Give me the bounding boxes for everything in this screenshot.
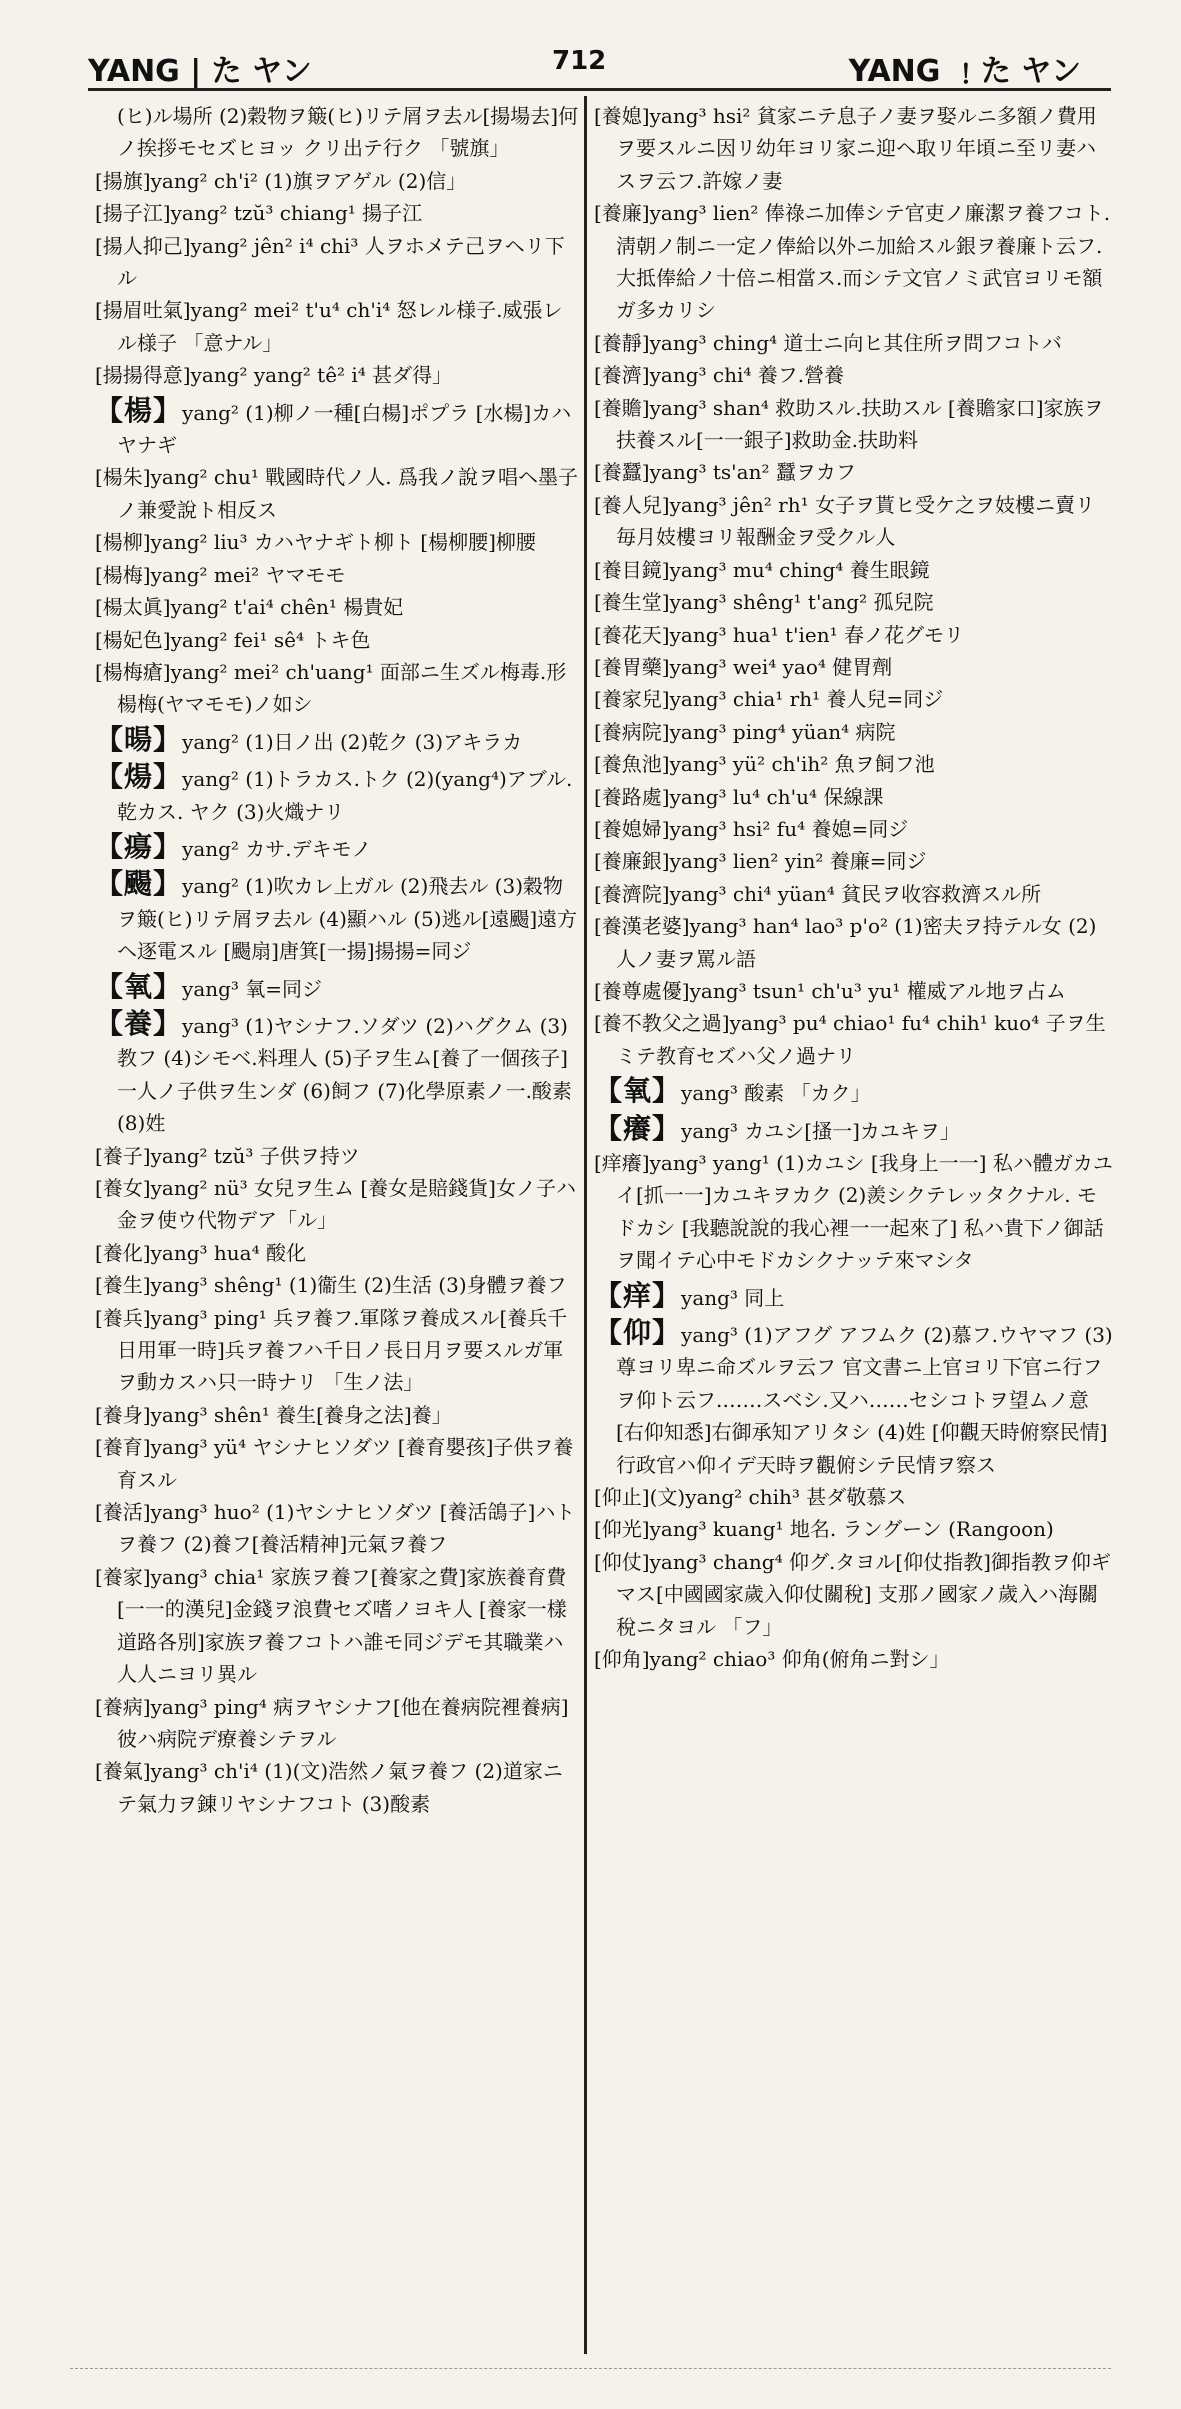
- page-header: [70, 38, 1121, 88]
- dictionary-entry: [594, 197, 1114, 327]
- left-column: [95, 100, 581, 1820]
- entry-text: [楊梅瘡]yang² mei² ch'uang¹ 面部ニ生ズル梅毒.形楊梅(ヤマモモ)ノ如シ: [95, 659, 567, 717]
- entry-text: [養花天]yang³ hua¹ t'ien¹ 春ノ花グモリ: [594, 622, 964, 647]
- entry-text: [揚子江]yang² tzŭ³ chiang¹ 揚子江: [95, 201, 423, 226]
- dictionary-entry: [95, 1269, 581, 1301]
- entry-headword: 【颺】: [95, 867, 183, 901]
- entry-text: [養媳婦]yang³ hsi² fu⁴ 養媳=同ジ: [594, 816, 909, 841]
- dictionary-entry: [95, 559, 581, 591]
- entry-text: [養不教父之過]yang³ pu⁴ chiao¹ fu⁴ chih¹ kuo⁴ 子ヲ生ミテ教育セズハ父ノ過ナリ: [594, 1011, 1106, 1068]
- dictionary-entry: [95, 868, 581, 967]
- entry-headword: 【仰】: [594, 1316, 682, 1350]
- entry-text: yang² (1)日ノ出 (2)乾ク (3)アキラカ: [182, 729, 523, 754]
- dictionary-entry: [594, 456, 1114, 488]
- dictionary-entry: [594, 683, 1114, 715]
- entry-text: [揚旗]yang² ch'i² (1)旗ヲアゲル (2)信」: [95, 168, 467, 193]
- entry-text: [養廉銀]yang³ lien² yin² 養廉=同ジ: [594, 849, 927, 874]
- dictionary-entry: [95, 165, 581, 197]
- entry-text: yang³ (1)ヤシナフ.ソダツ (2)ハグクム (3)教フ (4)シモベ.料理人 (5)子ヲ生ム[養了一個孩子]一人ノ子供ヲ生ンダ (6)飼フ (7)化學原素ノ一.酸素 (8)姓: [117, 1013, 572, 1136]
- dictionary-entry: [594, 716, 1114, 748]
- entry-text: (ヒ)ル場所 (2)穀物ヲ簸(ヒ)リテ屑ヲ去ル[揚場去]何ノ挨拶モセズヒヨッ クリ出テ行ク 「號旗」: [117, 104, 579, 161]
- entry-text: [楊太眞]yang² t'ai⁴ chên¹ 楊貴妃: [95, 595, 404, 620]
- dictionary-entry: [594, 878, 1114, 910]
- entry-text: [仰光]yang³ kuang¹ 地名. ラングーン (Rangoon): [594, 1517, 1054, 1542]
- entry-headword: 【養】: [95, 1006, 183, 1040]
- dictionary-entry: [594, 1481, 1114, 1513]
- entry-text: [養濟]yang³ chi⁴ 養フ.營養: [594, 363, 845, 388]
- header-rule: [88, 88, 1111, 91]
- entry-text: [養生堂]yang³ shêng¹ t'ang² 孤兒院: [594, 590, 934, 615]
- entry-headword: 【暘】: [95, 722, 183, 756]
- dictionary-entry: [95, 1140, 581, 1172]
- entry-headword: 【煬】: [95, 760, 183, 794]
- dictionary-entry: [594, 1546, 1114, 1643]
- dictionary-entry: [95, 526, 581, 558]
- dictionary-entry: [594, 845, 1114, 877]
- dictionary-entry: [594, 781, 1114, 813]
- dictionary-entry: [594, 1280, 1114, 1314]
- entry-text: [養漢老婆]yang³ han⁴ lao³ p'o² (1)密夫ヲ持テル女 (2)人ノ妻ヲ罵ル語: [594, 914, 1097, 971]
- dictionary-entry: [594, 554, 1114, 586]
- dictionary-entry: [95, 395, 581, 462]
- entry-text: yang³ 酸素 「カク」: [681, 1081, 871, 1106]
- entry-headword: 【痒】: [594, 1278, 682, 1312]
- entry-text: [養氣]yang³ ch'i⁴ (1)(文)浩然ノ氣ヲ養フ (2)道家ニテ氣力ヲ錬リヤシナフコト (3)酸素: [95, 1759, 563, 1816]
- entry-text: [養女]yang² nü³ 女兒ヲ生ム [養女是賠錢貨]女ノ子ハ金ヲ使ウ代物デア「ル」: [95, 1176, 576, 1233]
- dictionary-entry: [594, 813, 1114, 845]
- entry-text: [養廉]yang³ lien² 俸祿ニ加俸シテ官吏ノ廉潔ヲ養フコト. 淸朝ノ制ニ一定ノ俸給以外ニ加給スル銀ヲ養廉ト云フ.大抵俸給ノ十倍ニ相當ス.而シテ文官ノミ武官ヨリモ額ガ多カリシ: [594, 201, 1111, 323]
- entry-text: yang² カサ.デキモノ: [182, 836, 372, 861]
- entry-text: [養病]yang³ ping⁴ 病ヲヤシナフ[他在養病院裡養病]彼ハ病院デ療養シテヲル: [95, 1694, 569, 1751]
- dictionary-entry: [594, 1317, 1114, 1481]
- dictionary-entry: [95, 100, 581, 165]
- entry-text: [養蠶]yang³ ts'an² 蠶ヲカフ: [594, 460, 856, 485]
- dictionary-entry: [594, 748, 1114, 780]
- dictionary-entry: [95, 1561, 581, 1691]
- entry-text: [仰止](文)yang² chih³ 甚ダ敬慕ス: [594, 1485, 907, 1510]
- dictionary-entry: [95, 971, 581, 1005]
- dictionary-entry: [95, 1691, 581, 1756]
- dictionary-entry: [95, 656, 581, 721]
- entry-headword: 【癢】: [594, 1111, 682, 1145]
- entry-text: [楊朱]yang² chu¹ 戰國時代ノ人. 爲我ノ說ヲ唱ヘ墨子ノ兼愛說ト相反ス: [95, 465, 578, 522]
- dictionary-entry: [95, 591, 581, 623]
- entry-text: [養濟院]yang³ chi⁴ yüan⁴ 貧民ヲ收容救濟スル所: [594, 881, 1042, 906]
- dictionary-entry: [594, 1007, 1114, 1072]
- dictionary-entry: [594, 619, 1114, 651]
- dictionary-entry: [95, 197, 581, 229]
- dictionary-entry: [594, 651, 1114, 683]
- dictionary-entry: [95, 831, 581, 865]
- entry-text: [養育]yang³ yü⁴ ヤシナヒソダツ [養育嬰孩]子供ヲ養育スル: [95, 1435, 574, 1492]
- dictionary-entry: [594, 489, 1114, 554]
- dictionary-entry: [594, 359, 1114, 391]
- dictionary-entry: [594, 1643, 1114, 1675]
- page-footer-rule: [70, 2368, 1111, 2369]
- dictionary-entry: [95, 1172, 581, 1237]
- entry-text: [揚人抑己]yang² jên² i⁴ chi³ 人ヲホメテ己ヲヘリ下ル: [95, 233, 565, 291]
- dictionary-entry: [95, 1237, 581, 1269]
- page-number: 712: [552, 46, 607, 76]
- entry-text: [養魚池]yang³ yü² ch'ih² 魚ヲ飼フ池: [594, 752, 935, 777]
- dictionary-entry: [95, 624, 581, 656]
- dictionary-entry: [594, 586, 1114, 618]
- dictionary-entry: [594, 392, 1114, 457]
- entry-text: [養靜]yang³ ching⁴ 道士ニ向ヒ其住所ヲ問フコトバ: [594, 330, 1063, 355]
- entry-text: [養媳]yang³ hsi² 貧家ニテ息子ノ妻ヲ娶ルニ多額ノ費用ヲ要スルニ因リ幼年ヨリ家ニ迎ヘ取リ年頃ニ至リ妻ハスヲ云フ.許嫁ノ妻: [594, 104, 1097, 193]
- entry-text: [養病院]yang³ ping⁴ yüan⁴ 病院: [594, 719, 896, 744]
- dictionary-entry: [95, 1431, 581, 1496]
- dictionary-entry: [594, 100, 1114, 197]
- entry-text: [揚眉吐氣]yang² mei² t'u⁴ ch'i⁴ 怒レル様子.威張レル様子 「意ナル」: [95, 298, 563, 355]
- dictionary-entry: [95, 1399, 581, 1431]
- dictionary-entry: [594, 1147, 1114, 1277]
- dictionary-entry: [95, 230, 581, 295]
- entry-text: yang² (1)柳ノ一種[白楊]ポプラ [水楊]カハヤナギ: [117, 400, 572, 458]
- dictionary-entry: [95, 761, 581, 828]
- dictionary-entry: [594, 327, 1114, 359]
- entry-text: [養目鏡]yang³ mu⁴ ching⁴ 養生眼鏡: [594, 557, 930, 582]
- entry-text: [養兵]yang³ ping¹ 兵ヲ養フ.軍隊ヲ養成スル[養兵千日用軍一時]兵ヲ養フハ千日ノ長日月ヲ要スルガ軍ヲ動カスハ只一時ナリ 「生ノ法」: [95, 1305, 568, 1395]
- dictionary-entry: [594, 975, 1114, 1007]
- dictionary-entry: [594, 1513, 1114, 1545]
- entry-text: yang³ 氧=同ジ: [182, 976, 323, 1001]
- entry-text: [養生]yang³ shêng¹ (1)衞生 (2)生活 (3)身體ヲ養フ: [95, 1273, 567, 1298]
- dictionary-entry: [95, 1755, 581, 1820]
- header-left-guide-word: YANG | た ヤン: [88, 54, 312, 89]
- entry-text: [揚揚得意]yang² yang² tê² i⁴ 甚ダ得」: [95, 363, 453, 388]
- right-column: [594, 100, 1114, 1676]
- entry-text: [楊柳]yang² liu³ カハヤナギト柳ト [楊柳腰]柳腰: [95, 530, 536, 555]
- entry-text: [仰角]yang² chiao³ 仰角(俯角ニ對シ」: [594, 1647, 950, 1672]
- entry-text: [仰仗]yang³ chang⁴ 仰グ.タヨル[仰仗指教]御指教ヲ仰ギマス[中國國家歲入仰仗關稅] 支那ノ國家ノ歲入ハ海關稅ニタヨル 「フ」: [594, 1549, 1111, 1639]
- column-divider: [584, 96, 587, 2354]
- dictionary-entry: [95, 294, 581, 359]
- header-right-guide-word: YANG ﹗た ヤン: [848, 54, 1081, 89]
- entry-text: [養身]yang³ shên¹ 養生[養身之法]養」: [95, 1402, 452, 1427]
- dictionary-entry: [95, 1008, 581, 1140]
- entry-headword: 【楊】: [95, 393, 183, 427]
- dictionary-entry: [95, 1496, 581, 1561]
- entry-text: [養活]yang³ huo² (1)ヤシナヒソダツ [養活鴿子]ハトヲ養フ (2)養フ[養活精神]元氣ヲ養フ: [95, 1500, 575, 1557]
- entry-text: [養尊處優]yang³ tsun¹ ch'u³ yu¹ 權威アル地ヲ占ム: [594, 978, 1066, 1003]
- entry-text: [養家]yang³ chia¹ 家族ヲ養フ[養家之費]家族養育費[一一的漢兒]金錢ヲ浪費セズ嗜ノヨキ人 [養家一樣道路各別]家族ヲ養フコトハ誰モ同ジデモ其職業ハ人人ニヨリ異ル: [95, 1564, 567, 1687]
- dictionary-entry: [95, 461, 581, 526]
- entry-headword: 【氧】: [594, 1074, 682, 1108]
- dictionary-entry: [594, 1113, 1114, 1147]
- dictionary-entry: [95, 359, 581, 391]
- entry-text: [養路處]yang³ lu⁴ ch'u⁴ 保線課: [594, 784, 884, 809]
- entry-text: [養人兒]yang³ jên² rh¹ 女子ヲ貰ヒ受ケ之ヲ妓樓ニ賣リ毎月妓樓ヨリ報酬金ヲ受クル人: [594, 492, 1095, 550]
- entry-text: [養化]yang³ hua⁴ 酸化: [95, 1240, 306, 1265]
- entry-text: [痒癢]yang³ yang¹ (1)カユシ [我身上一一] 私ハ體ガカユイ[抓一一]カユキヲカク (2)羨シクテレッタクナル. モドカシ [我聽說說的我心裡一一起來了] 私ハ貴下ノ御話ヲ聞イテ心中モドカシクナッテ來マシタ: [594, 1151, 1113, 1273]
- dictionary-entry: [594, 1075, 1114, 1109]
- entry-text: [楊妃色]yang² fei¹ sê⁴ トキ色: [95, 627, 371, 652]
- entry-headword: 【氧】: [95, 969, 183, 1003]
- entry-headword: 【瘍】: [95, 829, 183, 863]
- dictionary-entry: [95, 724, 581, 758]
- entry-text: [養家兒]yang³ chia¹ rh¹ 養人兒=同ジ: [594, 687, 944, 712]
- entry-text: [楊梅]yang² mei² ヤマモモ: [95, 562, 346, 587]
- entry-text: yang³ 同上: [681, 1285, 785, 1310]
- entry-text: yang² (1)吹カレ上ガル (2)飛去ル (3)穀物ヲ簸(ヒ)リテ屑ヲ去ル (4)顯ハル (5)逃ル[遠颺]遠方ヘ逐電スル [颺扇]唐箕[一揚]揚揚=同ジ: [117, 874, 578, 964]
- dictionary-entry: [95, 1302, 581, 1399]
- entry-text: [養胃藥]yang³ wei⁴ yao⁴ 健胃劑: [594, 654, 893, 679]
- entry-text: yang² (1)トラカス.トク (2)(yang⁴)アブル.乾カス. ヤク (3)火熾ナリ: [117, 767, 573, 824]
- entry-text: yang³ (1)アフグ アフムク (2)慕フ.ウヤマフ (3)尊ヨリ卑ニ命ズルヲ云フ 官文書ニ上官ヨリ下官ニ行フヲ仰ト云フ.……スベシ.又ハ……セシコトヲ望ムノ意[右仰知悉]右御承知アリタシ (4)姓 [仰觀天時俯察民情] 行政官ハ仰イデ天時ヲ觀俯シテ民情ヲ察ス: [616, 1323, 1113, 1477]
- entry-text: [養贍]yang³ shan⁴ 救助スル.扶助スル [養贍家口]家族ヲ扶養スル[一一銀子]救助金.扶助料: [594, 395, 1104, 453]
- entry-text: [養子]yang² tzŭ³ 子供ヲ持ツ: [95, 1143, 360, 1168]
- dictionary-entry: [594, 910, 1114, 975]
- entry-text: yang³ カユシ[搔一]カユキヲ」: [681, 1118, 960, 1143]
